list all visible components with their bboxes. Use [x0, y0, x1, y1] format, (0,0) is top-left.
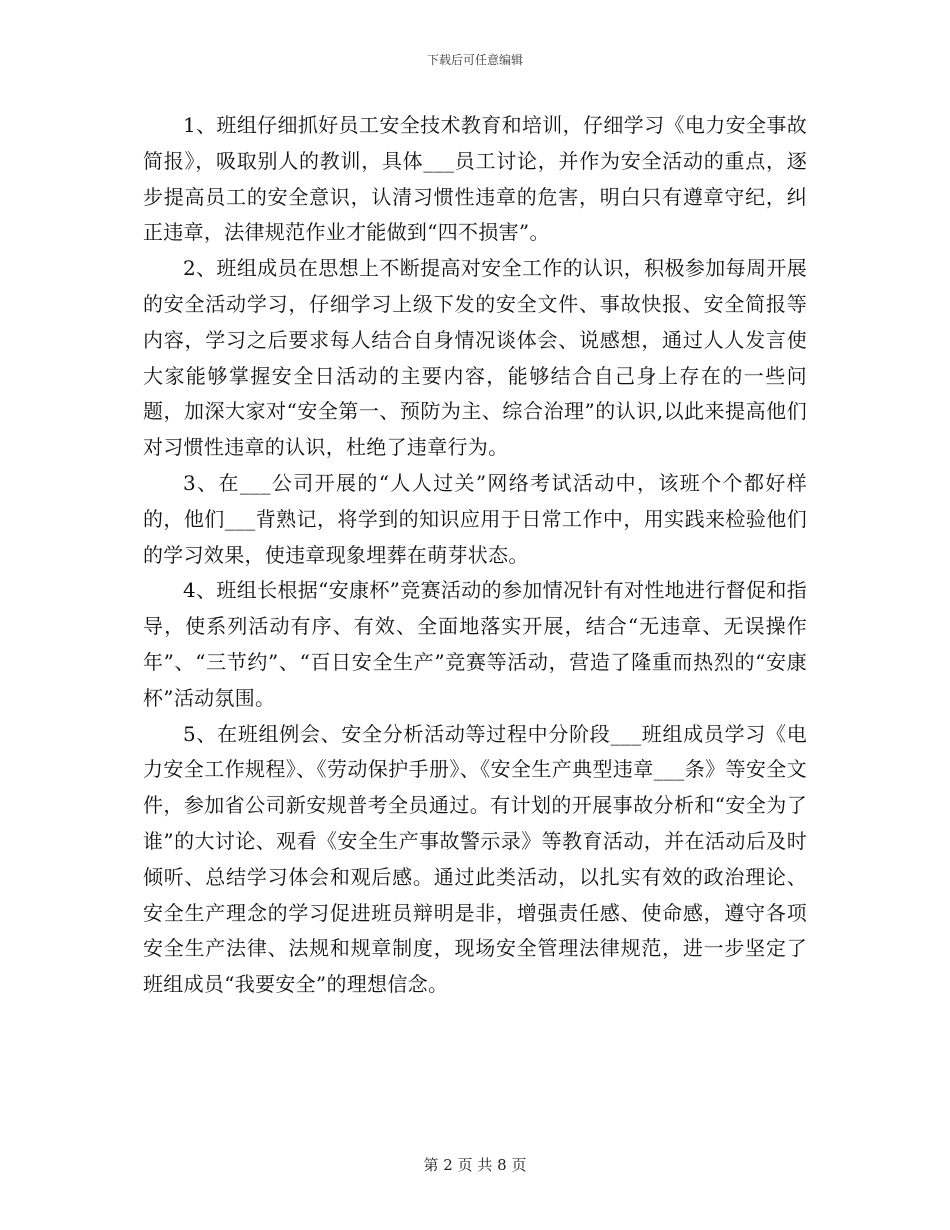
page-number: 第 2 页 共 8 页 [423, 1156, 527, 1174]
document-body [143, 108, 807, 1003]
paragraph-5: 5、在班组例会、安全分析活动等过程中分阶段___班组成员学习《电力安全工作规程》、《劳动保护手册》、《安全生产典型违章___条》等安全文件，参加省公司新安规普考全员通过。有计划的开展事故分析和“安全为了谁”的大讨论、观看《安全生产事故警示录》等教育活动，并在活动后及时倾听、总结学习体会和观后感。通过此类活动，以扎实有效的政治理论、安全生产理念的学习促进班员辩明是非，增强责任感、使命感，遵守各项安全生产法律、法规和规章制度，现场安全管理法律规范，进一步坚定了班组成员“我要安全”的理想信念。 [143, 721, 807, 997]
paragraph-1: 1、班组仔细抓好员工安全技术教育和培训，仔细学习《电力安全事故简报》，吸取别人的教训，具体___员工讨论，并作为安全活动的重点，逐步提高员工的安全意识，认清习惯性违章的危害，明白只有遵章守纪，纠正违章，法律规范作业才能做到“四不损害”。 [143, 113, 807, 245]
page-header-note: 下载后可任意编辑 [426, 53, 523, 67]
paragraph-2: 2、班组成员在思想上不断提高对安全工作的认识，积极参加每周开展的安全活动学习，仔细学习上级下发的安全文件、事故快报、安全简报等内容，学习之后要求每人结合自身情况谈体会、说感想，通过人人发言使大家能够掌握安全日活动的主要内容，能够结合自己身上存在的一些问题，加深大家对“安全第一、预防为主、综合治理”的认识,以此来提高他们对习惯性违章的认识，杜绝了违章行为。 [143, 256, 807, 460]
paragraph-4: 4、班组长根据“安康杯”竞赛活动的参加情况针有对性地进行督促和指导，使系列活动有序、有效、全面地落实开展，结合“无违章、无误操作年”、“三节约”、“百日安全生产”竞赛等活动，营造了隆重而热烈的“安康杯”活动氛围。 [143, 578, 807, 710]
paragraph-3: 3、在___公司开展的“人人过关”网络考试活动中，该班个个都好样的，他们___背熟记，将学到的知识应用于日常工作中，用实践来检验他们的学习效果，使违章现象埋葬在萌芽状态。 [143, 470, 807, 567]
